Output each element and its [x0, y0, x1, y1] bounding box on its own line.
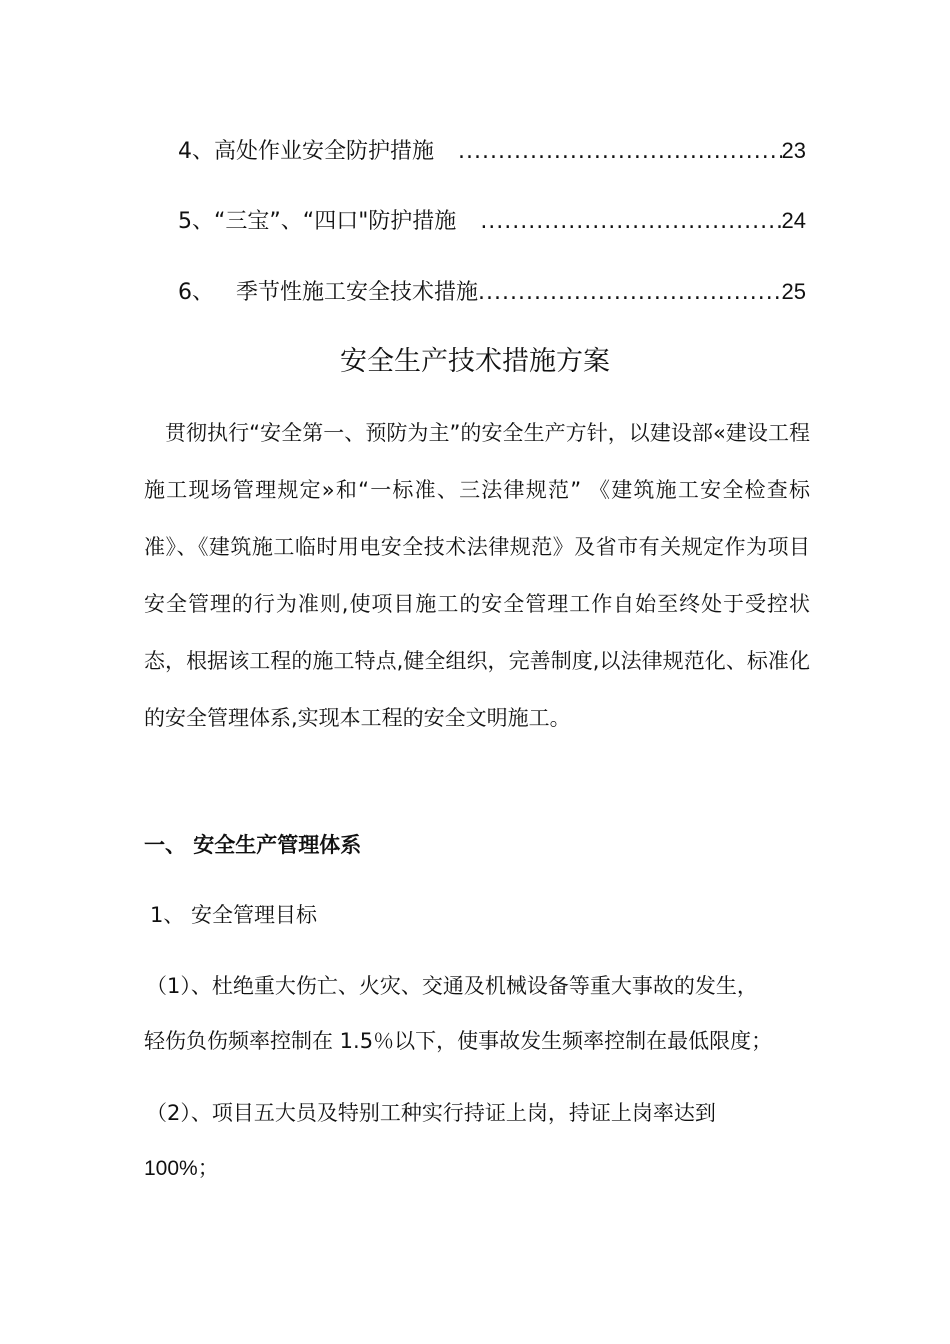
- document-title: 安全生产技术措施方案: [340, 346, 610, 377]
- subsection-heading: 1、 安全管理目标: [150, 903, 318, 927]
- toc-entry-4: [178, 134, 806, 168]
- intro-paragraph: [144, 405, 810, 747]
- item-2-line-1: （2）、项目五大员及特别工种实行持证上岗，持证上岗率达到: [146, 1101, 716, 1125]
- intro-text: 贯彻执行“安全第一、预防为主”的安全生产方针，以建设部«建设工程施工现场管理规定»和“一标准、三法律规范” 《建筑施工安全检查标准》、《建筑施工临时用电安全技术法律规范》及省市有关规定作为项目安全管理的行为准则,使项目施工的安全管理工作自始至终处于受控状态，根据该工程的施工特点,健全组织，完善制度,以法律规范化、标准化的安全管理体系,实现本工程的安全文明施工。: [144, 421, 810, 730]
- section-heading: 一、 安全生产管理体系: [144, 833, 362, 857]
- item-1-line-2: 轻伤负伤频率控制在 1.5％以下，使事故发生频率控制在最低限度；: [144, 1029, 773, 1053]
- toc-number: 6、: [178, 280, 214, 305]
- item-2-line-2: 100%；: [144, 1157, 219, 1180]
- toc-number: 4、: [178, 139, 214, 164]
- toc-page-number: 25: [781, 279, 806, 304]
- toc-entry-5: [178, 204, 806, 238]
- toc-page-number: 23: [781, 138, 806, 163]
- toc-leader-dots: [480, 205, 781, 239]
- toc-leader-dots: [458, 135, 782, 169]
- toc-title: 季节性施工安全技术措施: [236, 280, 479, 305]
- toc-page-number: 24: [781, 208, 806, 233]
- toc-title: “三宝”、“四口"防护措施: [214, 209, 457, 234]
- item-1-line-1: （1）、杜绝重大伤亡、火灾、交通及机械设备等重大事故的发生，: [146, 974, 758, 998]
- toc-entry-6: [178, 275, 806, 309]
- toc-leader-dots: [478, 276, 782, 310]
- toc-number: 5、: [178, 209, 214, 234]
- toc-title: 高处作业安全防护措施: [214, 139, 435, 164]
